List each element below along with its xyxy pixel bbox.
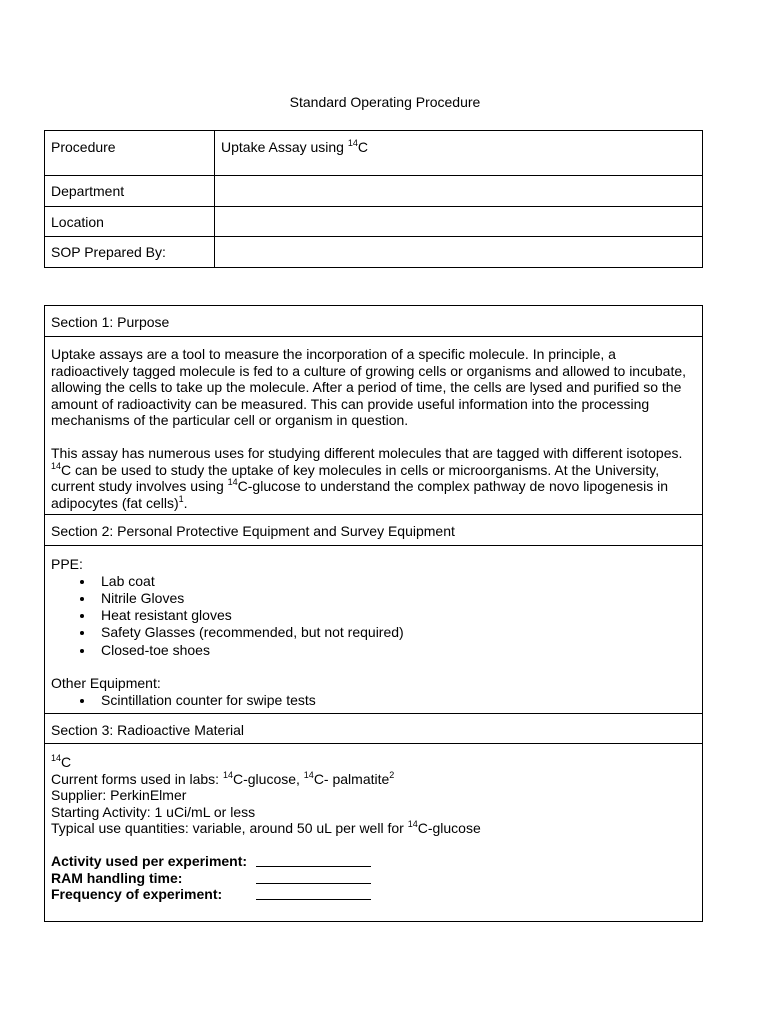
purpose-paragraph-1: Uptake assays are a tool to measure the incorporation of a specific molecule. In principle, a radioactively tagged molecule is fed to a culture of growing cells or organisms and allowed to incubate, allowing the cells to take up the molecule. After a period of time, the cells are lysed and purified so the amount of radioactivity can be measured. This can provide useful information into the processing mechanisms of the particular cell or organism in question. xyxy=(51,346,687,429)
activity-used-blank[interactable] xyxy=(256,853,371,867)
prepared-by-label: SOP Prepared By: xyxy=(45,237,215,268)
sop-sections-table xyxy=(44,305,703,922)
isotope-line: $^{14}$C xyxy=(51,753,72,770)
section1-body xyxy=(45,337,703,515)
activity-line: Starting Activity: 1 uCi/mL or less xyxy=(51,803,256,820)
department-value xyxy=(215,176,703,207)
activity-used-field: Activity used per experiment: xyxy=(51,853,696,870)
list-item: • Nitrile Gloves xyxy=(95,590,696,607)
section3-heading: Section 3: Radioactive Material xyxy=(45,714,703,744)
quantities-line: Typical use quantities: variable, around 50 uL per well for $^{14}$C-glucose xyxy=(51,819,481,837)
list-item: • Scintillation counter for swipe tests xyxy=(95,692,696,709)
department-label: Department xyxy=(45,176,215,207)
frequency-blank[interactable] xyxy=(256,886,371,900)
list-item: • Safety Glasses (recommended, but not required) xyxy=(95,624,696,641)
other-equipment-label: Other Equipment: xyxy=(51,675,161,692)
ppe-label: PPE: xyxy=(51,556,83,572)
ram-handling-field: RAM handling time: xyxy=(51,870,696,887)
list-item: • Lab coat xyxy=(95,573,696,590)
location-value xyxy=(215,207,703,237)
section2-heading: Section 2: Personal Protective Equipment and Survey Equipment xyxy=(45,515,703,546)
procedure-label: Procedure xyxy=(45,131,215,176)
list-item: • Closed-toe shoes xyxy=(95,642,696,659)
supplier-line: Supplier: PerkinElmer xyxy=(51,787,187,804)
sop-header-table xyxy=(44,130,703,268)
other-equipment-list xyxy=(51,692,696,709)
prepared-by-value xyxy=(215,237,703,268)
frequency-field: Frequency of experiment: xyxy=(51,886,696,903)
ppe-list xyxy=(51,573,696,659)
purpose-paragraph-2: This assay has numerous uses for studying different molecules that are tagged with different isotopes. $^{14}$C can be used to study the uptake of key molecules in cells or microorganisms. At the University, current study involves using $^{14}$C-glucose to understand the complex pathway de novo lipogenesis in adipocytes (fat cells)$^1$. xyxy=(51,444,683,511)
forms-line: Current forms used in labs: $^{14}$C-glucose, $^{14}$C- palmatite$^2$ xyxy=(51,769,395,787)
section3-body xyxy=(45,744,703,922)
procedure-value: Uptake Assay using $^{14}$C xyxy=(215,131,703,176)
section2-body xyxy=(45,546,703,714)
section1-heading: Section 1: Purpose xyxy=(45,306,703,337)
location-label: Location xyxy=(45,207,215,237)
list-item: • Heat resistant gloves xyxy=(95,607,696,624)
document-title: Standard Operating Procedure xyxy=(289,94,481,110)
ram-handling-blank[interactable] xyxy=(256,870,371,884)
